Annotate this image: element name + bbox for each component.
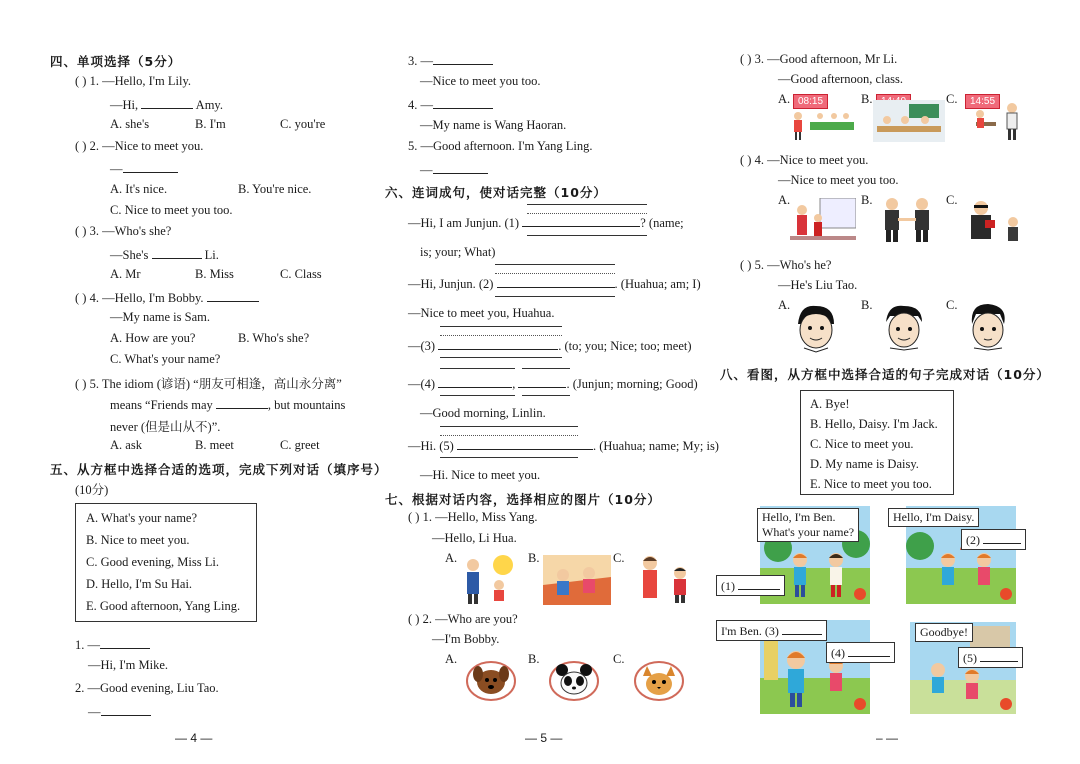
s4-q3-option-b: B. Miss [195, 267, 234, 281]
s4-q3-stem: ( ) 3. —Who's she? [75, 224, 172, 238]
s4-q1-option-c: C. you're [280, 117, 326, 131]
s5-dialog-1a: 1. — [75, 636, 150, 653]
children-classroom-picture [543, 555, 611, 605]
s7-q2-label-b: B. [528, 652, 540, 666]
s5-dialog-5b: — [420, 161, 488, 178]
s5-dialog-4a: 4. — [408, 96, 493, 113]
bubble-answer-4: (4) [826, 642, 895, 663]
answer-blank[interactable] [433, 161, 488, 174]
section-5-title: 五、从方框中选择合适的选项，完成下列对话（填序号） [50, 462, 388, 477]
s7-q3-label-c: C. [946, 92, 958, 106]
page-number-4: — 4 — [175, 731, 213, 745]
section-7-title: 七、根据对话内容，选择相应的图片（10分） [385, 492, 661, 507]
boy-face-c-icon [962, 302, 1014, 354]
answer-blank[interactable] [433, 52, 493, 65]
s4-q3-option-c: C. Class [280, 267, 322, 281]
s5-option: C. Good evening, Miss Li. [86, 555, 219, 569]
answer-blank[interactable] [738, 577, 780, 590]
s6-line-4: —(3) . (to; you; Nice; too; meet) [408, 339, 692, 353]
s5-dialog-2a: 2. —Good evening, Liu Tao. [75, 681, 219, 695]
s7-q5-stem: ( ) 5. —Who's he? [740, 258, 832, 272]
bubble-answer-5: (5) [958, 647, 1023, 668]
section-4-title: 四、单项选择（5分） [50, 54, 182, 69]
s7-q4-line2: —Nice to meet you too. [778, 173, 899, 187]
s5-dialog-3b: —Nice to meet you too. [420, 74, 541, 88]
s5-dialog-1b: —Hi, I'm Mike. [88, 658, 169, 672]
s7-q5-label-c: C. [946, 298, 958, 312]
s4-q2-option-c: C. Nice to meet you too. [110, 203, 233, 217]
s7-q3-label-b: B. [861, 92, 873, 106]
s5-dialog-4b: —My name is Wang Haoran. [420, 118, 567, 132]
s7-q1-label-a: A. [445, 551, 458, 565]
s7-q3-label-a: A. [778, 92, 791, 106]
s4-q5-line3: never (但是山从不)”. [110, 420, 221, 434]
s4-q1-line2: —Hi, Amy. [110, 98, 223, 112]
s7-q4-label-a: A. [778, 193, 791, 207]
teacher-office-picture [968, 100, 1028, 142]
answer-blank[interactable] [457, 437, 593, 450]
handshake-picture [876, 196, 938, 244]
cat-face-icon [633, 660, 685, 702]
s6-line-6: —Good morning, Linlin. [420, 406, 546, 420]
bubble-daisy-hello: Hello, I'm Daisy. [888, 508, 979, 527]
s7-q4-label-b: B. [861, 193, 873, 207]
s6-line-1: —Hi, I am Junjun. (1) ? (name; [408, 216, 684, 230]
s4-q2-stem: ( ) 2. —Nice to meet you. [75, 139, 204, 153]
s4-q4-option-b: B. Who's she? [238, 331, 310, 345]
answer-blank[interactable] [216, 396, 268, 409]
section-6-title: 六、连词成句，使对话完整（10分） [385, 185, 607, 200]
section-8-title: 八、看图，从方框中选择合适的句子完成对话（10分） [720, 367, 1050, 382]
bubble-answer-2: (2) [961, 529, 1026, 550]
s8-option: B. Hello, Daisy. I'm Jack. [810, 417, 938, 431]
dog-face-icon [465, 660, 517, 702]
s6-line-7: —Hi. (5) . (Huahua; name; My; is) [408, 439, 719, 453]
s7-q5-label-b: B. [861, 298, 873, 312]
s7-q2-label-a: A. [445, 652, 458, 666]
s7-q5-line2: —He's Liu Tao. [778, 278, 858, 292]
answer-blank[interactable] [100, 636, 150, 649]
answer-blank[interactable] [980, 649, 1018, 662]
answer-blank[interactable] [438, 337, 558, 350]
answer-blank[interactable] [983, 531, 1021, 544]
s8-option: D. My name is Daisy. [810, 457, 919, 471]
s5-option: A. What's your name? [86, 511, 198, 525]
answer-blank[interactable] [152, 246, 202, 259]
s6-line-2: —Hi, Junjun. (2) . (Huahua; am; I) [408, 277, 701, 291]
s7-q5-label-a: A. [778, 298, 791, 312]
s7-q1-label-b: B. [528, 551, 540, 565]
s6-line-3: —Nice to meet you, Huahua. [408, 306, 555, 320]
s4-q5-line2: means “Friends may , but mountains [110, 398, 346, 412]
s5-option: D. Hello, I'm Su Hai. [86, 577, 193, 591]
afternoon-class-picture [873, 100, 945, 142]
time-1455: 14:55 [965, 94, 1000, 109]
s4-q2-option-b: B. You're nice. [238, 182, 312, 196]
s7-q2-line2: —I'm Bobby. [432, 632, 500, 646]
answer-blank[interactable] [518, 375, 566, 388]
s4-q3-line2: —She's Li. [110, 248, 219, 262]
s5-dialog-3a: 3. — [408, 52, 493, 69]
s7-q2-label-c: C. [613, 652, 625, 666]
time-0815: 08:15 [793, 94, 828, 109]
mother-and-boy-picture [628, 555, 700, 605]
s7-q1-line2: —Hello, Li Hua. [432, 531, 517, 545]
s5-option: E. Good afternoon, Yang Ling. [86, 599, 241, 613]
answer-blank[interactable] [848, 644, 890, 657]
s4-q5-stem: ( ) 5. The idiom (谚语) “朋友可相逢，高山永分离” [75, 377, 342, 391]
page-number-5: — 5 — [525, 731, 563, 745]
boy-face-b-icon [878, 302, 930, 354]
s7-q1-stem: ( ) 1. —Hello, Miss Yang. [408, 510, 538, 524]
s4-q2-option-a: A. It's nice. [110, 182, 168, 196]
s4-q5-option-b: B. meet [195, 438, 234, 452]
s4-q4-option-a: A. How are you? [110, 331, 196, 345]
answer-blank[interactable] [782, 622, 822, 635]
s4-q4-stem: ( ) 4. —Hello, I'm Bobby. [75, 289, 259, 306]
s4-q5-option-c: C. greet [280, 438, 320, 452]
answer-blank[interactable] [522, 214, 640, 227]
answer-blank[interactable] [433, 96, 493, 109]
bubble-ben-answer-3: I'm Ben. (3) [716, 620, 827, 641]
s4-q3-option-a: A. Mr [110, 267, 141, 281]
answer-blank[interactable] [497, 275, 615, 288]
s4-q1-stem: ( ) 1. —Hello, I'm Lily. [75, 74, 192, 88]
s6-line-1b: is; your; What) [420, 245, 496, 259]
s4-q4-option-c: C. What's your name? [110, 352, 221, 366]
answer-blank[interactable] [207, 289, 259, 302]
s4-q5-option-a: A. ask [110, 438, 142, 452]
bubble-ben-hello: Hello, I'm Ben. What's your name? [757, 508, 859, 542]
s5-dialog-5a: 5. —Good afternoon. I'm Yang Ling. [408, 139, 593, 153]
s4-q2-line2: — [110, 160, 178, 177]
teacher-and-girl-picture [455, 553, 520, 605]
man-with-glasses-picture [965, 200, 1027, 244]
s6-line-5: —(4) , . (Junjun; morning; Good) [408, 377, 698, 391]
s8-option: A. Bye! [810, 397, 850, 411]
s7-q4-stem: ( ) 4. —Nice to meet you. [740, 153, 869, 167]
s7-q1-label-c: C. [613, 551, 625, 565]
bubble-goodbye: Goodbye! [915, 623, 973, 642]
s8-option: E. Nice to meet you too. [810, 477, 932, 491]
s4-q1-option-a: A. she's [110, 117, 150, 131]
page-number-6: – — [876, 731, 899, 745]
s5-option: B. Nice to meet you. [86, 533, 190, 547]
answer-blank[interactable] [141, 96, 193, 109]
panda-face-icon [548, 660, 600, 702]
s7-q2-stem: ( ) 2. —Who are you? [408, 612, 518, 626]
answer-blank[interactable] [123, 160, 178, 173]
bubble-answer-1: (1) [716, 575, 785, 596]
s7-q4-label-c: C. [946, 193, 958, 207]
s8-options-box [800, 390, 954, 495]
s7-q3-stem: ( ) 3. —Good afternoon, Mr Li. [740, 52, 898, 66]
answer-blank[interactable] [101, 703, 151, 716]
s5-options-box [75, 503, 257, 622]
people-at-window-picture [790, 198, 856, 244]
section-5-score: (10分) [75, 483, 109, 497]
s4-q1-option-b: B. I'm [195, 117, 226, 131]
boy-face-a-icon [790, 302, 842, 354]
morning-class-picture [790, 108, 856, 142]
s7-q3-line2: —Good afternoon, class. [778, 72, 903, 86]
s4-q4-line2: —My name is Sam. [110, 310, 210, 324]
s8-option: C. Nice to meet you. [810, 437, 914, 451]
answer-blank[interactable] [438, 375, 512, 388]
s5-dialog-2b: — [88, 703, 151, 720]
s6-line-8: —Hi. Nice to meet you. [420, 468, 541, 482]
